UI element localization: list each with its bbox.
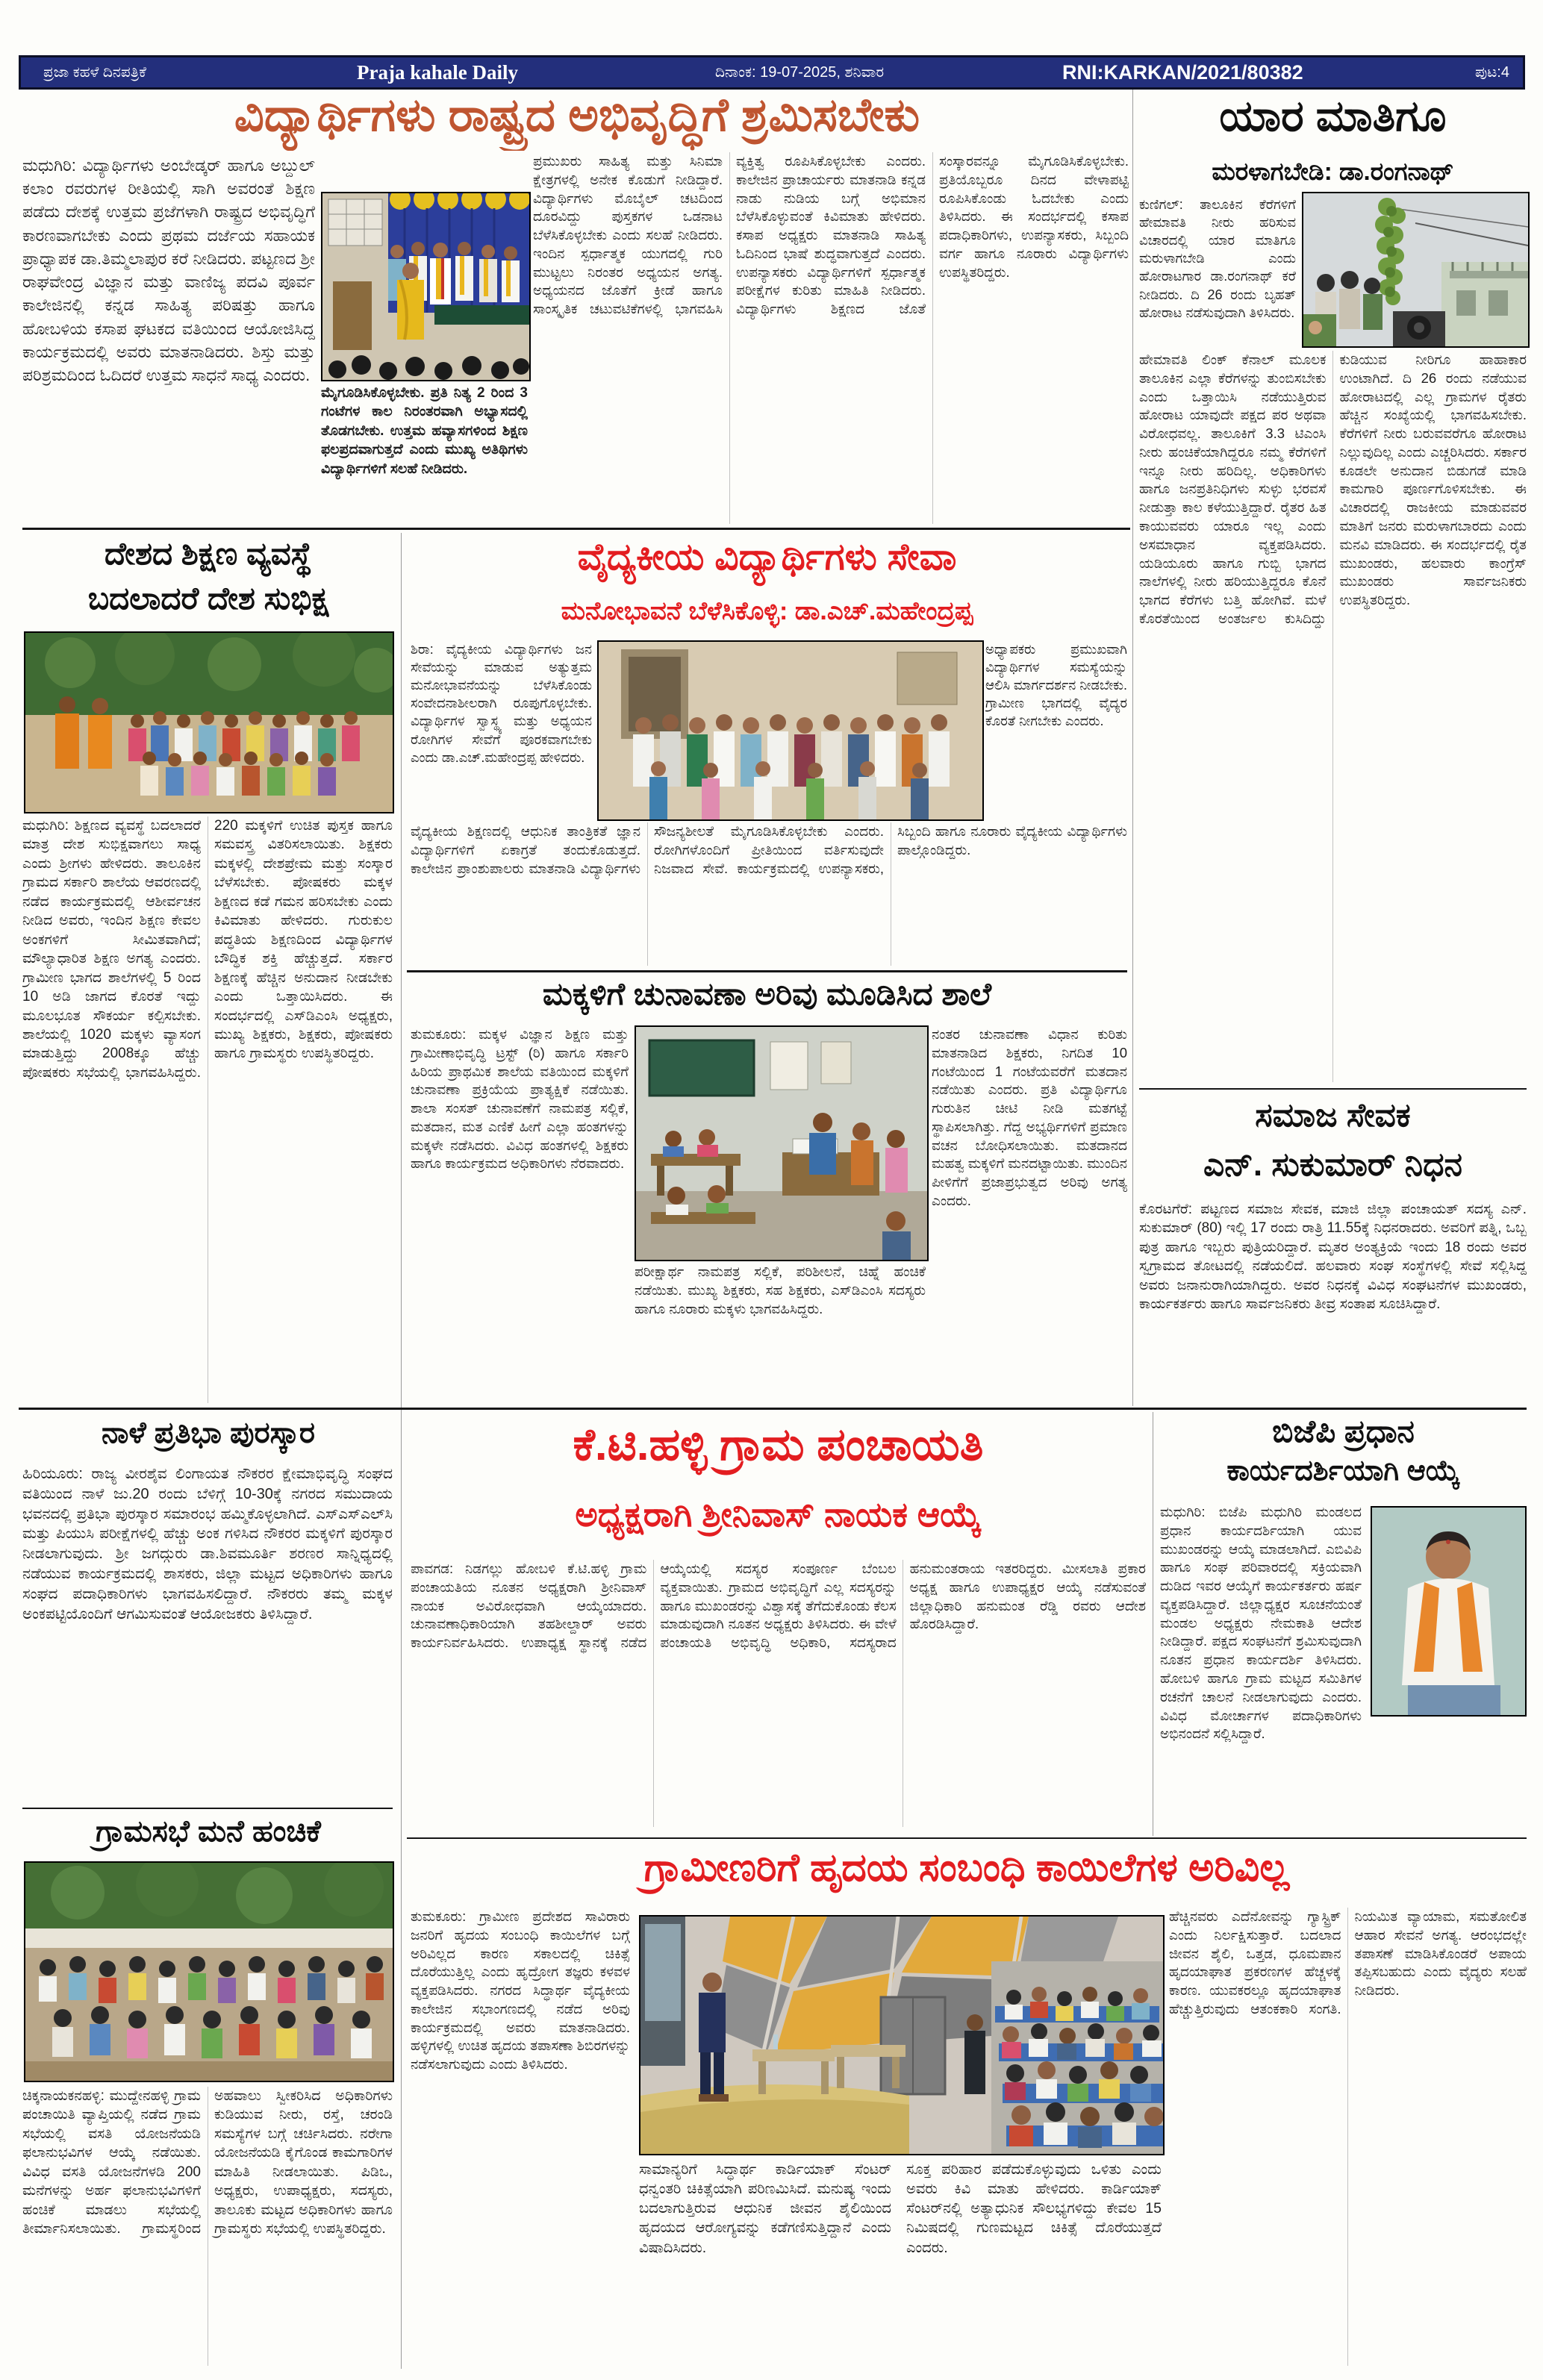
headline-kthalli-line2: ಅಧ್ಯಕ್ಷರಾಗಿ ಶ್ರೀನಿವಾಸ್ ನಾಯಕ ಆಯ್ಕೆ (575, 1496, 982, 1534)
headline-bjp-line2: ಕಾರ್ಯದರ್ಶಿಯಾಗಿ ಆಯ್ಕೆ (1226, 1455, 1460, 1487)
kthalli-body-text: ಪಾವಗಡ: ನಿಡಗಲ್ಲು ಹೋಬಳಿ ಕೆ.ಟಿ.ಹಳ್ಳಿ ಗ್ರಾಮ ಪಂಚಾಯತಿಯ ನೂತನ ಅಧ್ಯಕ್ಷರಾಗಿ ಶ್ರೀನಿವಾಸ್ ನಾಯಕ ಅವಿರೋಧವಾಗಿ ಆಯ್ಕೆಯಾದರು. ಚುನಾವಣಾಧಿಕಾರಿಯಾಗಿ ತಹಶೀಲ್ದಾರ್ ಅವರು ಕಾರ್ಯನಿರ್ವಹಿಸಿದರು. ಉಪಾಧ್ಯಕ್ಷ ಸ್ಥಾನಕ್ಕೆ ನಡೆದ ಆಯ್ಕೆಯಲ್ಲಿ ಸದಸ್ಯರ ಸಂಪೂರ್ಣ ಬೆಂಬಲ ವ್ಯಕ್ತವಾಯಿತು. ಗ್ರಾಮದ ಅಭಿವೃದ್ಧಿಗೆ ಎಲ್ಲ ಸದಸ್ಯರನ್ನು ಹಾಗೂ ಮುಖಂಡರನ್ನು ವಿಶ್ವಾಸಕ್ಕೆ ತೆಗೆದುಕೊಂಡು ಕೆಲಸ ಮಾಡುವುದಾಗಿ ನೂತನ ಅಧ್ಯಕ್ಷರು ತಿಳಿಸಿದರು. ಈ ವೇಳೆ ಪಂಚಾಯತಿ ಅಭಿವೃದ್ಧಿ ಅಧಿಕಾರಿ, ಸದಸ್ಯರಾದ ಹನುಮಂತರಾಯ ಇತರರಿದ್ದರು. ಮೀಸಲಾತಿ ಪ್ರಕಾರ ಅಧ್ಯಕ್ಷ ಹಾಗೂ ಉಪಾಧ್ಯಕ್ಷರ ಆಯ್ಕೆ ನಡೆಸುವಂತೆ ಜಿಲ್ಲಾಧಿಕಾರಿ ಹನುಮಂತ ರೆಡ್ಡಿ ರವರು ಆದೇಶ ಹೊರಡಿಸಿದ್ದಾರೆ. (411, 1561, 1146, 1651)
students-lead-text: ಮಧುಗಿರಿ: ವಿದ್ಯಾರ್ಥಿಗಳು ಅಂಬೇಡ್ಕರ್ ಹಾಗೂ ಅಬ್ದುಲ್ ಕಲಾಂ ರವರುಗಳ ರೀತಿಯಲ್ಲಿ ಸಾಗಿ ಅವರಂತೆ ಶಿಕ್ಷಣ ಪಡೆದು ದೇಶಕ್ಕೆ ಉತ್ತಮ ಪ್ರಜೆಗಳಾಗಿ ರಾಷ್ಟ್ರದ ಅಭಿವೃದ್ಧಿಗೆ ಕಾರಣವಾಗಬೇಕು ಎಂದು ಪ್ರಥಮ ದರ್ಜೆಯ ಸಹಾಯಕ ಪ್ರಾಧ್ಯಾಪಕ ಡಾ.ತಿಮ್ಮಲಾಪುರ ಕರೆ ನೀಡಿದರು. ಪಟ್ಟಣದ ಶ್ರೀ ರಾಘವೇಂದ್ರ ವಿಜ್ಞಾನ ಮತ್ತು ವಾಣಿಜ್ಯ ಪದವಿ ಪೂರ್ವ ಕಾಲೇಜಿನಲ್ಲಿ ಕನ್ನಡ ಸಾಹಿತ್ಯ ಪರಿಷತ್ತು ಹಾಗೂ ಹೋಬಳಿಯ ಕಸಾಪ ಘಟಕದ ವತಿಯಿಂದ ಆಯೋಜಿಸಿದ್ದ ಕಾರ್ಯಕ್ರಮದಲ್ಲಿ ಅವರು ಮಾತನಾಡಿದರು. ಶಿಸ್ತು ಮತ್ತು ಪರಿಶ್ರಮದಿಂದ ಓದಿದರೆ ಉತ್ತಮ ಸಾಧನೆ ಸಾಧ್ಯ ಎಂದರು. (22, 156, 315, 385)
students-body-text: ಪ್ರಮುಖರು ಸಾಹಿತ್ಯ ಮತ್ತು ಸಿನಿಮಾ ಕ್ಷೇತ್ರಗಳಲ್ಲಿ ಅನೇಕ ಕೊಡುಗೆ ನೀಡಿದ್ದಾರೆ. ವಿದ್ಯಾರ್ಥಿಗಳು ಮೊಬೈಲ್ ಚಟದಿಂದ ದೂರವಿದ್ದು ಪುಸ್ತಕಗಳ ಒಡನಾಟ ಬೆಳೆಸಿಕೊಳ್ಳಬೇಕು ಎಂದು ಸಲಹೆ ನೀಡಿದರು. ಇಂದಿನ ಸ್ಪರ್ಧಾತ್ಮಕ ಯುಗದಲ್ಲಿ ಗುರಿ ಮುಟ್ಟಲು ನಿರಂತರ ಅಧ್ಯಯನ ಅಗತ್ಯ. ಅಧ್ಯಯನದ ಜೊತೆಗೆ ಕ್ರೀಡೆ ಹಾಗೂ ಸಾಂಸ್ಕೃತಿಕ ಚಟುವಟಿಕೆಗಳಲ್ಲಿ ಭಾಗವಹಿಸಿ ವ್ಯಕ್ತಿತ್ವ ರೂಪಿಸಿಕೊಳ್ಳಬೇಕು ಎಂದರು. ಕಾಲೇಜಿನ ಪ್ರಾಚಾರ್ಯರು ಮಾತನಾಡಿ ಕನ್ನಡ ನಾಡು ನುಡಿಯ ಬಗ್ಗೆ ಅಭಿಮಾನ ಬೆಳೆಸಿಕೊಳ್ಳುವಂತೆ ಕಿವಿಮಾತು ಹೇಳಿದರು. ಕಸಾಪ ಅಧ್ಯಕ್ಷರು ಮಾತನಾಡಿ ಸಾಹಿತ್ಯ ಓದಿನಿಂದ ಭಾಷೆ ಶುದ್ಧವಾಗುತ್ತದೆ ಎಂದರು. ಉಪನ್ಯಾಸಕರು ವಿದ್ಯಾರ್ಥಿಗಳಿಗೆ ಸ್ಪರ್ಧಾತ್ಮಕ ಪರೀಕ್ಷೆಗಳ ಕುರಿತು ಮಾಹಿತಿ ನೀಡಿದರು. ವಿದ್ಯಾರ್ಥಿಗಳು ಶಿಕ್ಷಣದ ಜೊತೆ ಸಂಸ್ಕಾರವನ್ನೂ ಮೈಗೂಡಿಸಿಕೊಳ್ಳಬೇಕು. ಪ್ರತಿಯೊಬ್ಬರೂ ದಿನದ ವೇಳಾಪಟ್ಟಿ ರೂಪಿಸಿಕೊಂಡು ಓದಬೇಕು ಎಂದು ತಿಳಿಸಿದರು. ಈ ಸಂದರ್ಭದಲ್ಲಿ ಕಸಾಪ ಪದಾಧಿಕಾರಿಗಳು, ಉಪನ್ಯಾಸಕರು, ಸಿಬ್ಬಂದಿ ವರ್ಗ ಹಾಗೂ ನೂರಾರು ವಿದ್ಯಾರ್ಥಿಗಳು ಉಪಸ್ಥಿತರಿದ್ದರು. (533, 153, 1129, 317)
election-left-text: ತುಮಕೂರು: ಮಕ್ಕಳ ವಿಜ್ಞಾನ ಶಿಕ್ಷಣ ಮತ್ತು ಗ್ರಾಮೀಣಾಭಿವೃದ್ಧಿ ಟ್ರಸ್ಟ್ (ರಿ) ಹಾಗೂ ಸರ್ಕಾರಿ ಹಿರಿಯ ಪ್ರಾಥಮಿಕ ಶಾಲೆಯ ವತಿಯಿಂದ ಮಕ್ಕಳಿಗೆ ಚುನಾವಣಾ ಪ್ರಕ್ರಿಯೆಯ ಪ್ರಾತ್ಯಕ್ಷಿಕೆ ನಡೆಯಿತು. ಶಾಲಾ ಸಂಸತ್ ಚುನಾವಣೆಗೆ ನಾಮಪತ್ರ ಸಲ್ಲಿಕೆ, ಮತದಾನ, ಮತ ಎಣಿಕೆ ಹೀಗೆ ಎಲ್ಲಾ ಹಂತಗಳನ್ನು ಮಕ್ಕಳೇ ನಡೆಸಿದರು. ವಿವಿಧ ಹಂತಗಳಲ್ಲಿ ಶಿಕ್ಷಕರು ಹಾಗೂ ಕಾರ್ಯಕ್ರಮದ ಅಧಿಕಾರಿಗಳು ನೆರವಾದರು. (411, 1026, 629, 1172)
headline-gramasabhe: ಗ್ರಾಮಸಭೆ ಮನೆ ಹಂಚಿಕೆ (96, 1815, 321, 1848)
classroom-election-photo (635, 1025, 929, 1261)
headline-yara-line2: ಮರಳಾಗಬೇಡಿ: ಡಾ.ರಂಗನಾಥ್ (1212, 158, 1454, 185)
headline-education-line1: ದೇಶದ ಶಿಕ್ಷಣ ವ್ಯವಸ್ಥೆ (105, 536, 312, 571)
procession-photo-image (1303, 193, 1528, 346)
election-below-text: ಪರೀಕ್ಷಾರ್ಥ ನಾಮಪತ್ರ ಸಲ್ಲಿಕೆ, ಪರಿಶೀಲನೆ, ಚಿಹ್ನೆ ಹಂಚಿಕೆ ನಡೆಯಿತು. ಮುಖ್ಯ ಶಿಕ್ಷಕರು, ಸಹ ಶಿಕ್ಷಕರು, ಎಸ್‌ಡಿಎಂಸಿ ಸದಸ್ಯರು ಹಾಗೂ ನೂರಾರು ಮಕ್ಕಳು ಭಾಗವಹಿಸಿದ್ದರು. (635, 1264, 926, 1317)
medical-below-text: ವೈದ್ಯಕೀಯ ಶಿಕ್ಷಣದಲ್ಲಿ ಆಧುನಿಕ ತಾಂತ್ರಿಕತೆ ಜ್ಞಾನ ವಿದ್ಯಾರ್ಥಿಗಳಿಗೆ ಏಕಾಗ್ರತೆ ತಂದುಕೊಡುತ್ತದೆ. ಕಾಲೇಜಿನ ಪ್ರಾಂಶುಪಾಲರು ಮಾತನಾಡಿ ವಿದ್ಯಾರ್ಥಿಗಳು ಸೌಜನ್ಯಶೀಲತೆ ಮೈಗೂಡಿಸಿಕೊಳ್ಳಬೇಕು ಎಂದರು. ರೋಗಿಗಳೊಂದಿಗೆ ಪ್ರೀತಿಯಿಂದ ವರ್ತಿಸುವುದೇ ನಿಜವಾದ ಸೇವೆ. ಕಾರ್ಯಕ್ರಮದಲ್ಲಿ ಉಪನ್ಯಾಸಕರು, ಸಿಬ್ಬಂದಿ ಹಾಗೂ ನೂರಾರು ವೈದ್ಯಕೀಯ ವಿದ್ಯಾರ್ಥಿಗಳು ಪಾಲ್ಗೊಂಡಿದ್ದರು. (411, 823, 1127, 876)
divider-pratibha-gramasabhe (22, 1808, 393, 1809)
pratibha-body-text: ಹಿರಿಯೂರು: ರಾಜ್ಯ ವೀರಶೈವ ಲಿಂಗಾಯತ ನೌಕರರ ಕ್ಷೇಮಾಭಿವೃದ್ಧಿ ಸಂಘದ ವತಿಯಿಂದ ನಾಳೆ ಜು.20 ರಂದು ಬೆಳಿಗ್ಗೆ 10-30ಕ್ಕೆ ನಗರದ ಸಮುದಾಯ ಭವನದಲ್ಲಿ ಪ್ರತಿಭಾ ಪುರಸ್ಕಾರ ಸಮಾರಂಭ ಹಮ್ಮಿಕೊಳ್ಳಲಾಗಿದೆ. ಎಸ್‌ಎಸ್‌ಎಲ್‌ಸಿ ಮತ್ತು ಪಿಯುಸಿ ಪರೀಕ್ಷೆಗಳಲ್ಲಿ ಹೆಚ್ಚು ಅಂಕ ಗಳಿಸಿದ ನೌಕರರ ಮಕ್ಕಳಿಗೆ ಪುರಸ್ಕಾರ ನೀಡಲಾಗುವುದು. ಶ್ರೀ ಜಗದ್ಗುರು ಡಾ.ಶಿವಮೂರ್ತಿ ಶರಣರ ಸಾನ್ನಿಧ್ಯದಲ್ಲಿ ನಡೆಯುವ ಕಾರ್ಯಕ್ರಮದಲ್ಲಿ ಶಾಸಕರು, ಜಿಲ್ಲಾ ಮಟ್ಟದ ಅಧಿಕಾರಿಗಳು ಹಾಗೂ ಸಂಘದ ಪದಾಧಿಕಾರಿಗಳು ಭಾಗವಹಿಸಲಿದ್ದಾರೆ. ನೌಕರರು ತಮ್ಮ ಮಕ್ಕಳ ಅಂಕಪಟ್ಟಿಯೊಂದಿಗೆ ಆಗಮಿಸುವಂತೆ ಆಯೋಜಕರು ತಿಳಿಸಿದ್ದಾರೆ. (22, 1466, 393, 1622)
masthead-brand-english: Praja kahale Daily (357, 61, 518, 84)
medical-group-photo (597, 640, 984, 821)
headline-election: ಮಕ್ಕಳಿಗೆ ಚುನಾವಣಾ ಅರಿವು ಮೂಡಿಸಿದ ಶಾಲೆ (542, 976, 992, 1011)
divider-yara-obituary (1139, 1088, 1527, 1090)
heart-below-left-text: ಸಾಮಾನ್ಯರಿಗೆ ಸಿದ್ಧಾರ್ಥ ಕಾರ್ಡಿಯಾಕ್ ಸೆಂಟರ್ ಧನ್ವಂತರಿ ಚಿಕಿತ್ಸೆಯಾಗಿ ಪರಿಣಮಿಸಿದೆ. ಮನುಷ್ಯ ಇಂದು ಬದಲಾಗುತ್ತಿರುವ ಆಧುನಿಕ ಜೀವನ ಶೈಲಿಯಿಂದ ಹೃದಯದ ಆರೋಗ್ಯವನ್ನು ಕಡೆಗಣಿಸುತ್ತಿದ್ದಾನೆ ಎಂದು ವಿಷಾದಿಸಿದರು. (639, 2161, 891, 2256)
auditorium-lecture-photo (639, 1915, 1165, 2155)
yara-body-text: ಹೇಮಾವತಿ ಲಿಂಕ್ ಕೆನಾಲ್ ಮೂಲಕ ತಾಲೂಕಿನ ಎಲ್ಲಾ ಕೆರೆಗಳನ್ನು ತುಂಬಿಸಬೇಕು ಎಂದು ಒತ್ತಾಯಿಸಿ ನಡೆಯುತ್ತಿರುವ ಹೋರಾಟ ಯಾವುದೇ ಪಕ್ಷದ ಪರ ಅಥವಾ ವಿರೋಧವಲ್ಲ. ತಾಲೂಕಿಗೆ 3.3 ಟಿಎಂಸಿ ನೀರು ಹಂಚಿಕೆಯಾಗಿದ್ದರೂ ನಮ್ಮ ಕೆರೆಗಳಿಗೆ ಇನ್ನೂ ನೀರು ಹರಿದಿಲ್ಲ. ಅಧಿಕಾರಿಗಳು ಹಾಗೂ ಜನಪ್ರತಿನಿಧಿಗಳು ಸುಳ್ಳು ಭರವಸೆ ನೀಡುತ್ತಾ ಕಾಲ ಕಳೆಯುತ್ತಿದ್ದಾರೆ. ರೈತರ ಹಿತ ಕಾಯುವವರು ಯಾರೂ ಇಲ್ಲ ಎಂದು ಅಸಮಾಧಾನ ವ್ಯಕ್ತಪಡಿಸಿದರು. ಯಡಿಯೂರು ಹಾಗೂ ಗುಬ್ಬಿ ಭಾಗದ ನಾಲೆಗಳಲ್ಲಿ ನೀರು ಹರಿಯುತ್ತಿದ್ದರೂ ಕೊನೆ ಭಾಗದ ಕೆರೆಗಳು ಬತ್ತಿ ಹೋಗಿವೆ. ಮಳೆ ಕೊರತೆಯಿಂದ ಅಂತರ್ಜಲ ಕುಸಿದಿದ್ದು ಕುಡಿಯುವ ನೀರಿಗೂ ಹಾಹಾಕಾರ ಉಂಟಾಗಿದೆ. ದಿ 26 ರಂದು ನಡೆಯುವ ಹೋರಾಟದಲ್ಲಿ ಎಲ್ಲ ಗ್ರಾಮಗಳ ರೈತರು ಹೆಚ್ಚಿನ ಸಂಖ್ಯೆಯಲ್ಲಿ ಭಾಗವಹಿಸಬೇಕು. ಕೆರೆಗಳಿಗೆ ನೀರು ಬರುವವರೆಗೂ ಹೋರಾಟ ನಿಲ್ಲುವುದಿಲ್ಲ ಎಂದು ಎಚ್ಚರಿಸಿದರು. ಸರ್ಕಾರ ಕೂಡಲೇ ಅನುದಾನ ಬಿಡುಗಡೆ ಮಾಡಿ ಕಾಮಗಾರಿ ಪೂರ್ಣಗೊಳಿಸಬೇಕು. ಈ ವಿಚಾರದಲ್ಲಿ ರಾಜಕೀಯ ಮಾಡುವವರ ಮಾತಿಗೆ ಜನರು ಮರುಳಾಗಬಾರದು ಎಂದು ಮನವಿ ಮಾಡಿದರು. ಈ ಸಂದರ್ಭದಲ್ಲಿ ರೈತ ಮುಖಂಡರು, ಹಲವಾರು ಕಾಂಗ್ರೆಸ್ ಮುಖಂಡರು ಸಾರ್ವಜನಿಕರು ಉಪಸ್ಥಿತರಿದ್ದರು. (1139, 352, 1527, 626)
headline-kthalli-line1: ಕೆ.ಟಿ.ಹಳ್ಳಿ ಗ್ರಾಮ ಪಂಚಾಯತಿ (573, 1419, 984, 1469)
auditorium-lecture-photo-image (640, 1917, 1163, 2154)
medical-group-photo-image (599, 642, 982, 819)
masthead-page-number: ಪುಟ:4 (1474, 64, 1509, 81)
election-right-text: ನಂತರ ಚುನಾವಣಾ ವಿಧಾನ ಕುರಿತು ಮಾತನಾಡಿದ ಶಿಕ್ಷಕರು, ನಿಗದಿತ 10 ಗಂಟೆಯಿಂದ 1 ಗಂಟೆಯವರೆಗೆ ಮತದಾನ ನಡೆಯಿತು ಎಂದರು. ಪ್ರತಿ ವಿದ್ಯಾರ್ಥಿಗೂ ಗುರುತಿನ ಚೀಟಿ ನೀಡಿ ಮತಗಟ್ಟೆ ಸ್ಥಾಪಿಸಲಾಗಿತ್ತು. ಗೆದ್ದ ಅಭ್ಯರ್ಥಿಗಳಿಗೆ ಪ್ರಮಾಣ ವಚನ ಬೋಧಿಸಲಾಯಿತು. ಮತದಾನದ ಮಹತ್ವ ಮಕ್ಕಳಿಗೆ ಮನದಟ್ಟಾಯಿತು. ಮುಂದಿನ ಪೀಳಿಗೆಗೆ ಪ್ರಜಾಪ್ರಭುತ್ವದ ಅರಿವು ಅಗತ್ಯ ಎಂದರು. (932, 1026, 1127, 1209)
heart-below-right-text: ಸೂಕ್ತ ಪರಿಹಾರ ಪಡೆದುಕೊಳ್ಳುವುದು ಒಳಿತು ಎಂದು ಅವರು ಕಿವಿ ಮಾತು ಹೇಳಿದರು. ಕಾರ್ಡಿಯಾಕ್ ಸೆಂಟರ್‌ನಲ್ಲಿ ಅತ್ಯಾಧುನಿಕ ಸೌಲಭ್ಯಗಳಿದ್ದು ಕೇವಲ 15 ನಿಮಿಷದಲ್ಲಿ ಗುಣಮಟ್ಟದ ಚಿಕಿತ್ಸೆ ದೊರೆಯುತ್ತದೆ ಎಂದರು. (906, 2161, 1162, 2256)
headline-obituary-line1: ಸಮಾಜ ಸೇವಕ (1255, 1097, 1411, 1134)
divider-left-column (401, 533, 402, 2369)
headline-yara-line1: ಯಾರ ಮಾತಿಗೂ (1219, 93, 1447, 140)
masthead-bar (19, 55, 1525, 90)
headline-bjp-line1: ಬಿಜೆಪಿ ಪ್ರಧಾನ (1272, 1414, 1415, 1449)
classroom-election-photo-image (636, 1027, 927, 1260)
heart-right-text: ಹೆಚ್ಚಿನವರು ಎದೆನೋವನ್ನು ಗ್ಯಾಸ್ಟ್ರಿಕ್ ಎಂದು ನಿರ್ಲಕ್ಷಿಸುತ್ತಾರೆ. ಬದಲಾದ ಜೀವನ ಶೈಲಿ, ಒತ್ತಡ, ಧೂಮಪಾನ ಹೃದಯಾಘಾತ ಪ್ರಕರಣಗಳ ಹೆಚ್ಚಳಕ್ಕೆ ಕಾರಣ. ಯುವಕರಲ್ಲೂ ಹೃದಯಾಘಾತ ಹೆಚ್ಚುತ್ತಿರುವುದು ಆತಂಕಕಾರಿ ಸಂಗತಿ. ನಿಯಮಿತ ವ್ಯಾಯಾಮ, ಸಮತೋಲಿತ ಆಹಾರ ಸೇವನೆ ಅಗತ್ಯ. ಆರಂಭದಲ್ಲೇ ತಪಾಸಣೆ ಮಾಡಿಸಿಕೊಂಡರೆ ಅಪಾಯ ತಪ್ಪಿಸಬಹುದು ಎಂದು ವೈದ್ಯರು ಸಲಹೆ ನೀಡಿದರು. (1169, 1908, 1527, 2017)
headline-students: ವಿದ್ಯಾರ್ಥಿಗಳು ರಾಷ್ಟ್ರದ ಅಭಿವೃದ್ಧಿಗೆ ಶ್ರಮಿಸಬೇಕು (234, 90, 920, 141)
students-caption-text: ಮೈಗೂಡಿಸಿಕೊಳ್ಳಬೇಕು. ಪ್ರತಿ ನಿತ್ಯ 2 ರಿಂದ 3 ಗಂಟೆಗಳ ಕಾಲ ನಿರಂತರವಾಗಿ ಅಭ್ಯಾಸದಲ್ಲಿ ತೊಡಗಬೇಕು. ಉತ್ತಮ ಹವ್ಯಾಸಗಳಿಂದ ಶಿಕ್ಷಣ ಫಲಪ್ರದವಾಗುತ್ತದೆ ಎಂದು ಮುಖ್ಯ ಅತಿಥಿಗಳು ವಿದ್ಯಾರ್ಥಿಗಳಿಗೆ ಸಲಹೆ ನೀಡಿದರು. (321, 385, 528, 477)
divider-medical-election (407, 970, 1127, 972)
grama-sabha-photo-image (25, 1863, 393, 2081)
medical-right-text: ಅಧ್ಯಾಪಕರು ಪ್ರಮುಖವಾಗಿ ವಿದ್ಯಾರ್ಥಿಗಳ ಸಮಸ್ಯೆಯನ್ನು ಆಲಿಸಿ ಮಾರ್ಗದರ್ಶನ ನೀಡಬೇಕು. ಗ್ರಾಮೀಣ ಭಾಗದಲ್ಲಿ ವೈದ್ಯರ ಕೊರತೆ ನೀಗಬೇಕು ಎಂದರು. (985, 642, 1127, 729)
headline-medical-line1: ವೈದ್ಯಕೀಯ ವಿದ್ಯಾರ್ಥಿಗಳು ಸೇವಾ (577, 536, 957, 578)
stage-function-photo-image (322, 193, 529, 380)
school-children-photo-image (25, 633, 393, 812)
grama-sabha-photo (24, 1861, 394, 2082)
headline-medical-line2: ಮನೋಭಾವನೆ ಬೆಳೆಸಿಕೊಳ್ಳಿ: ಡಾ.ಎಚ್.ಮಹೇಂದ್ರಪ್ಪ (561, 597, 973, 625)
medical-left-text: ಶಿರಾ: ವೈದ್ಯಕೀಯ ವಿದ್ಯಾರ್ಥಿಗಳು ಜನ ಸೇವೆಯನ್ನು ಮಾಡುವ ಅತ್ಯುತ್ತಮ ಮನೋಭಾವನೆಯನ್ನು ಬೆಳೆಸಿಕೊಂಡು ಸಂವೇದನಾಶೀಲರಾಗಿ ರೂಪುಗೊಳ್ಳಬೇಕು. ವಿದ್ಯಾರ್ಥಿಗಳ ಸ್ವಾಸ್ಥ್ಯ ಮತ್ತು ಅಧ್ಯಯನ ರೋಗಿಗಳ ಸೇವೆಗೆ ಪೂರಕವಾಗಬೇಕು ಎಂದು ಡಾ.ಎಚ್.ಮಹೇಂದ್ರಪ್ಪ ಹೇಳಿದರು. (411, 642, 592, 765)
divider-right-column (1132, 90, 1133, 1406)
masthead-brand-kannada: ಪ್ರಜಾ ಕಹಳೆ ದಿನಪತ್ರಿಕೆ (43, 64, 146, 81)
stage-function-photo (321, 192, 531, 381)
headline-obituary-line2: ಎನ್. ಸುಕುಮಾರ್ ನಿಧನ (1203, 1146, 1463, 1183)
divider-top (22, 528, 1130, 530)
school-children-photo (24, 631, 394, 813)
procession-photo (1302, 192, 1530, 348)
bjp-leader-portrait-image (1372, 1508, 1525, 1715)
education-body-text: ಮಧುಗಿರಿ: ಶಿಕ್ಷಣದ ವ್ಯವಸ್ಥೆ ಬದಲಾದರೆ ಮಾತ್ರ ದೇಶ ಸುಭಿಕ್ಷವಾಗಲು ಸಾಧ್ಯ ಎಂದು ಶ್ರೀಗಳು ಹೇಳಿದರು. ತಾಲೂಕಿನ ಗ್ರಾಮದ ಸರ್ಕಾರಿ ಶಾಲೆಯ ಆವರಣದಲ್ಲಿ ನಡೆದ ಕಾರ್ಯಕ್ರಮದಲ್ಲಿ ಆಶೀರ್ವಚನ ನೀಡಿದ ಅವರು, ಇಂದಿನ ಶಿಕ್ಷಣ ಕೇವಲ ಅಂಕಗಳಿಗೆ ಸೀಮಿತವಾಗಿದೆ; ಮೌಲ್ಯಾಧಾರಿತ ಶಿಕ್ಷಣ ಅಗತ್ಯ ಎಂದರು. ಗ್ರಾಮೀಣ ಭಾಗದ ಶಾಲೆಗಳಲ್ಲಿ 5 ರಿಂದ 10 ಅಡಿ ಜಾಗದ ಕೊರತೆ ಇದ್ದು ಮೂಲಭೂತ ಸೌಕರ್ಯ ಕಲ್ಪಿಸಬೇಕು. ಶಾಲೆಯಲ್ಲಿ 1020 ಮಕ್ಕಳು ವ್ಯಾಸಂಗ ಮಾಡುತ್ತಿದ್ದು 2008ಕ್ಕೂ ಹೆಚ್ಚು ಪೋಷಕರು ಸಭೆಯಲ್ಲಿ ಭಾಗವಹಿಸಿದ್ದರು. 220 ಮಕ್ಕಳಿಗೆ ಉಚಿತ ಪುಸ್ತಕ ಹಾಗೂ ಸಮವಸ್ತ್ರ ವಿತರಿಸಲಾಯಿತು. ಶಿಕ್ಷಕರು ಮಕ್ಕಳಲ್ಲಿ ದೇಶಪ್ರೇಮ ಮತ್ತು ಸಂಸ್ಕಾರ ಬೆಳೆಸಬೇಕು. ಪೋಷಕರು ಮಕ್ಕಳ ಶಿಕ್ಷಣದ ಕಡೆ ಗಮನ ಹರಿಸಬೇಕು ಎಂದು ಕಿವಿಮಾತು ಹೇಳಿದರು. ಗುರುಕುಲ ಪದ್ಧತಿಯ ಶಿಕ್ಷಣದಿಂದ ವಿದ್ಯಾರ್ಥಿಗಳ ಬೌದ್ಧಿಕ ಶಕ್ತಿ ಹೆಚ್ಚುತ್ತದೆ. ಸರ್ಕಾರ ಶಿಕ್ಷಣಕ್ಕೆ ಹೆಚ್ಚಿನ ಅನುದಾನ ನೀಡಬೇಕು ಎಂದು ಒತ್ತಾಯಿಸಿದರು. ಈ ಸಂದರ್ಭದಲ್ಲಿ ಎಸ್‌ಡಿಎಂಸಿ ಅಧ್ಯಕ್ಷರು, ಮುಖ್ಯ ಶಿಕ್ಷಕರು, ಶಿಕ್ಷಕರು, ಪೋಷಕರು ಹಾಗೂ ಗ್ರಾಮಸ್ಥರು ಉಪಸ್ಥಿತರಿದ್ದರು. (22, 818, 393, 1081)
obituary-body-text: ಕೊರಟಗೆರೆ: ಪಟ್ಟಣದ ಸಮಾಜ ಸೇವಕ, ಮಾಜಿ ಜಿಲ್ಲಾ ಪಂಚಾಯತ್ ಸದಸ್ಯ ಎನ್. ಸುಕುಮಾರ್ (80) ಇಲ್ಲಿ 17 ರಂದು ರಾತ್ರಿ 11.55ಕ್ಕೆ ನಿಧನರಾದರು. ಅವರಿಗೆ ಪತ್ನಿ, ಒಬ್ಬ ಪುತ್ರ ಹಾಗೂ ಇಬ್ಬರು ಪುತ್ರಿಯರಿದ್ದಾರೆ. ಮೃತರ ಅಂತ್ಯಕ್ರಿಯೆ ಇಂದು 18 ರಂದು ಅವರ ಸ್ವಗ್ರಾಮದ ತೋಟದಲ್ಲಿ ನಡೆಯಲಿದೆ. ಹಲವಾರು ಸಂಘ ಸಂಸ್ಥೆಗಳಲ್ಲಿ ಸೇವೆ ಸಲ್ಲಿಸಿದ್ದ ಅವರು ಜನಾನುರಾಗಿಯಾಗಿದ್ದರು. ಅವರ ನಿಧನಕ್ಕೆ ವಿವಿಧ ಸಂಘಟನೆಗಳ ಮುಖಂಡರು, ಕಾರ್ಯಕರ್ತರು ಹಾಗೂ ಸಾರ್ವಜನಿಕರು ತೀವ್ರ ಸಂತಾಪ ಸೂಚಿಸಿದ್ದಾರೆ. (1139, 1202, 1527, 1313)
headline-heart: ಗ್ರಾಮೀಣರಿಗೆ ಹೃದಯ ಸಂಬಂಧಿ ಕಾಯಿಲೆಗಳ ಅರಿವಿಲ್ಲ (643, 1846, 1290, 1890)
bjp-body (1160, 1503, 1527, 1836)
headline-pratibha: ನಾಳೆ ಪ್ರತಿಭಾ ಪುರಸ್ಕಾರ (102, 1417, 315, 1449)
bjp-leader-portrait-photo (1371, 1506, 1527, 1717)
gramasabhe-body-text: ಚಿಕ್ಕನಾಯಕನಹಳ್ಳಿ: ಮುದ್ದೇನಹಳ್ಳಿ ಗ್ರಾಮ ಪಂಚಾಯಿತಿ ವ್ಯಾಪ್ತಿಯಲ್ಲಿ ನಡೆದ ಗ್ರಾಮ ಸಭೆಯಲ್ಲಿ ವಸತಿ ಯೋಜನೆಯಡಿ ಫಲಾನುಭವಿಗಳ ಆಯ್ಕೆ ನಡೆಯಿತು. ವಿವಿಧ ವಸತಿ ಯೋಜನೆಗಳಡಿ 200 ಮನೆಗಳನ್ನು ಅರ್ಹ ಫಲಾನುಭವಿಗಳಿಗೆ ಹಂಚಿಕೆ ಮಾಡಲು ಸಭೆಯಲ್ಲಿ ತೀರ್ಮಾನಿಸಲಾಯಿತು. ಗ್ರಾಮಸ್ಥರಿಂದ ಅಹವಾಲು ಸ್ವೀಕರಿಸಿದ ಅಧಿಕಾರಿಗಳು ಕುಡಿಯುವ ನೀರು, ರಸ್ತೆ, ಚರಂಡಿ ಸಮಸ್ಯೆಗಳ ಬಗ್ಗೆ ಚರ್ಚಿಸಿದರು. ನರೇಗಾ ಯೋಜನೆಯಡಿ ಕೈಗೊಂಡ ಕಾಮಗಾರಿಗಳ ಮಾಹಿತಿ ನೀಡಲಾಯಿತು. ಪಿಡಿಒ, ಅಧ್ಯಕ್ಷರು, ಉಪಾಧ್ಯಕ್ಷರು, ಸದಸ್ಯರು, ತಾಲೂಕು ಮಟ್ಟದ ಅಧಿಕಾರಿಗಳು ಹಾಗೂ ಗ್ರಾಮಸ್ಥರು ಸಭೆಯಲ್ಲಿ ಉಪಸ್ಥಿತರಿದ್ದರು. (22, 2088, 393, 2237)
divider-bottom (407, 1837, 1527, 1839)
bjp-body-text: ಮಧುಗಿರಿ: ಬಿಜೆಪಿ ಮಧುಗಿರಿ ಮಂಡಲದ ಪ್ರಧಾನ ಕಾರ್ಯದರ್ಶಿಯಾಗಿ ಯುವ ಮುಖಂಡರನ್ನು ಆಯ್ಕೆ ಮಾಡಲಾಗಿದೆ. ಎಬಿವಿಪಿ ಹಾಗೂ ಸಂಘ ಪರಿವಾರದಲ್ಲಿ ಸಕ್ರಿಯವಾಗಿ ದುಡಿದ ಇವರ ಆಯ್ಕೆಗೆ ಕಾರ್ಯಕರ್ತರು ಹರ್ಷ ವ್ಯಕ್ತಪಡಿಸಿದ್ದಾರೆ. ಜಿಲ್ಲಾಧ್ಯಕ್ಷರ ಸೂಚನೆಯಂತೆ ಮಂಡಲ ಅಧ್ಯಕ್ಷರು ನೇಮಕಾತಿ ಆದೇಶ ನೀಡಿದ್ದಾರೆ. ಪಕ್ಷದ ಸಂಘಟನೆಗೆ ಶ್ರಮಿಸುವುದಾಗಿ ನೂತನ ಪ್ರಧಾನ ಕಾರ್ಯದರ್ಶಿ ತಿಳಿಸಿದರು. ಹೋಬಳಿ ಹಾಗೂ ಗ್ರಾಮ ಮಟ್ಟದ ಸಮಿತಿಗಳ ರಚನೆಗೆ ಚಾಲನೆ ನೀಡಲಾಗುವುದು ಎಂದರು. ವಿವಿಧ ಮೋರ್ಚಾಗಳ ಪದಾಧಿಕಾರಿಗಳು ಅಭಿನಂದನೆ ಸಲ್ಲಿಸಿದ್ದಾರೆ. (1160, 1504, 1362, 1742)
headline-education-line2: ಬದಲಾದರೆ ದೇಶ ಸುಭಿಕ್ಷ (87, 581, 329, 616)
masthead-date: ದಿನಾಂಕ: 19-07-2025, ಶನಿವಾರ (715, 64, 885, 81)
divider-middle (19, 1408, 1527, 1410)
yara-side-text: ಕುಣಿಗಲ್: ತಾಲೂಕಿನ ಕೆರೆಗಳಿಗೆ ಹೇಮಾವತಿ ನೀರು ಹರಿಸುವ ವಿಚಾರದಲ್ಲಿ ಯಾರ ಮಾತಿಗೂ ಮರುಳಾಗಬೇಡಿ ಎಂದು ಹೋರಾಟಗಾರ ಡಾ.ರಂಗನಾಥ್ ಕರೆ ನೀಡಿದರು. ದಿ 26 ರಂದು ಬೃಹತ್ ಹೋರಾಟ ನಡೆಸುವುದಾಗಿ ತಿಳಿಸಿದರು. (1139, 197, 1296, 320)
heart-left-text: ತುಮಕೂರು: ಗ್ರಾಮೀಣ ಪ್ರದೇಶದ ಸಾವಿರಾರು ಜನರಿಗೆ ಹೃದಯ ಸಂಬಂಧಿ ಕಾಯಿಲೆಗಳ ಬಗ್ಗೆ ಅರಿವಿಲ್ಲದ ಕಾರಣ ಸಕಾಲದಲ್ಲಿ ಚಿಕಿತ್ಸೆ ದೊರೆಯುತ್ತಿಲ್ಲ ಎಂದು ಹೃದ್ರೋಗ ತಜ್ಞರು ಕಳವಳ ವ್ಯಕ್ತಪಡಿಸಿದರು. ನಗರದ ಸಿದ್ಧಾರ್ಥ ವೈದ್ಯಕೀಯ ಕಾಲೇಜಿನ ಸಭಾಂಗಣದಲ್ಲಿ ನಡೆದ ಅರಿವು ಕಾರ್ಯಕ್ರಮದಲ್ಲಿ ಅವರು ಮಾತನಾಡಿದರು. ಹಳ್ಳಿಗಳಲ್ಲಿ ಉಚಿತ ಹೃದಯ ತಪಾಸಣಾ ಶಿಬಿರಗಳನ್ನು ನಡೆಸಲಾಗುವುದು ಎಂದು ತಿಳಿಸಿದರು. (411, 1908, 630, 2073)
masthead-rni: RNI:KARKAN/2021/80382 (1062, 61, 1303, 84)
